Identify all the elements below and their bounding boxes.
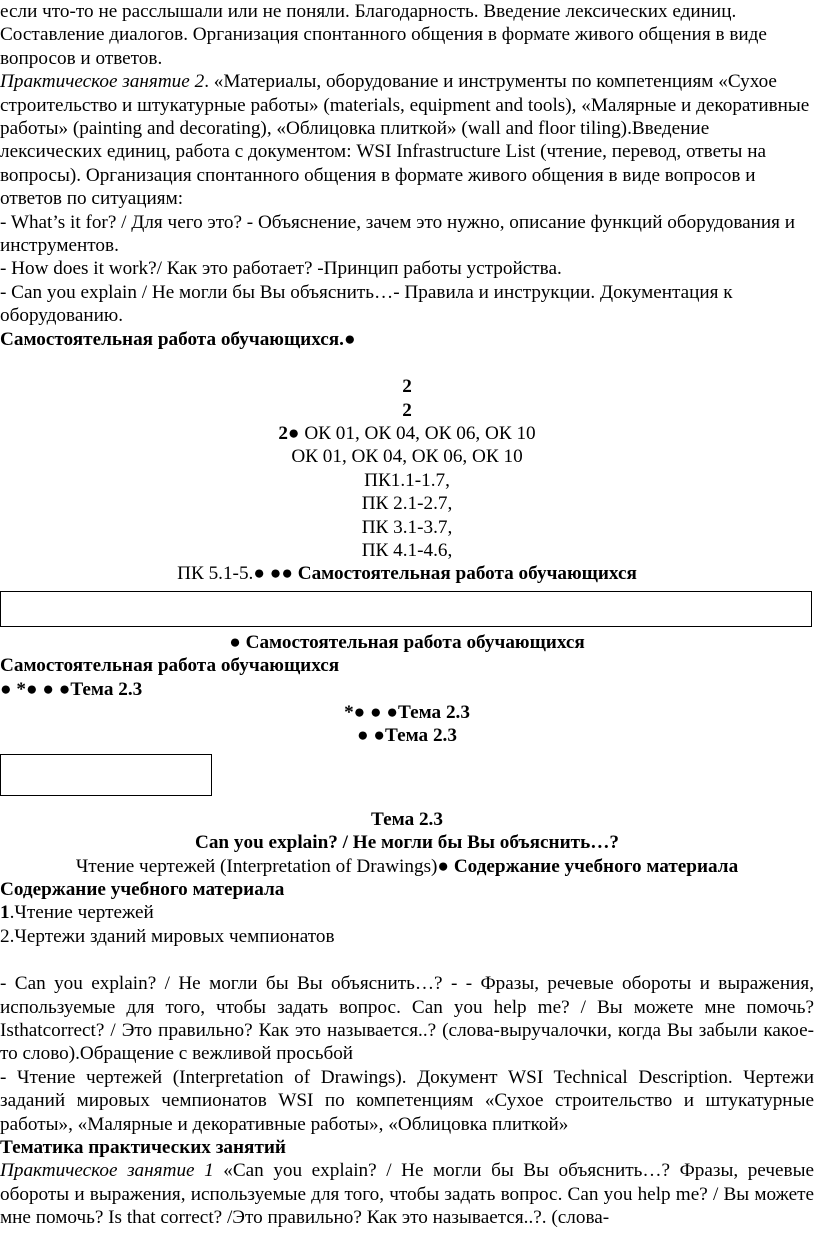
content-item-2: 2.Чертежи зданий мировых чемпионатов bbox=[0, 925, 335, 947]
bullet-icon: ● bbox=[229, 631, 241, 653]
topic-line-c bbox=[0, 724, 816, 747]
topic-label-c: Тема 2.3 bbox=[385, 725, 457, 747]
topic-line-b bbox=[0, 701, 816, 724]
topic-subtitle: Can you explain? / Не могли бы Вы объяснить…? bbox=[194, 832, 619, 854]
professional-competencies-5: ПК 5.1-5. bbox=[177, 563, 254, 585]
double-bullet-icon: ●● bbox=[264, 563, 293, 585]
practical-lesson-2-label: Практическое занятие 2 bbox=[0, 71, 205, 93]
content-paragraph-1: - Can you explain? / Не могли бы Вы объяснить…? - - Фразы, речевые обороты и выражения, используемые для того, чтобы задать вопрос. Can you help me? / Вы можете мне помочь? Isthatcorrect? / Это правильно? Как это называется..? (слова-выручалочки, когда Вы забыли какое-то слово).Обращение с вежливой просьбой bbox=[0, 973, 814, 1065]
independent-work-heading-3 bbox=[0, 631, 816, 654]
professional-competencies-4: ПК 4.1-4.6, bbox=[361, 539, 453, 561]
practical-lesson-1-text: «Can you explain? / Не могли бы Вы объяснить…? Фразы, речевые обороты и выражения, используемые для того, чтобы задать вопрос. Can you help me? / Вы можете мне помочь? Is that correct? /Это правильно? Как это называется..?. (слова- bbox=[0, 1160, 814, 1229]
professional-competencies-2: ПК 2.1-2.7, bbox=[361, 493, 453, 515]
content-item-1-number: 1 bbox=[0, 902, 10, 924]
hours-value-1: 2 bbox=[402, 376, 412, 398]
reading-drawings-text: Чтение чертежей (Interpretation of Drawings) bbox=[75, 855, 438, 877]
practical-lesson-2-text: . «Материалы, оборудование и инструменты по компетенциям «Сухое строительство и штукатурные работы» (materials, equipment and tools), «Малярные и декоративные работы» (painting and decorating), «Облицовка плиткой» (wall and floor tiling).Введение лексических единиц, работа с документом: WSI Infrastructure List (чтение, перевод, ответы на вопросы). Организация спонтанного общения в формате живого общения в виде вопросов и ответов по ситуациям: bbox=[0, 71, 810, 210]
bullets-icon-group-b: *● ● ● bbox=[344, 701, 399, 723]
intro-paragraph: если что-то не расслышали или не поняли. Благодарность. Введение лексических единиц. Составление диалогов. Организация спонтанного общения в формате живого общения в виде вопросов и ответов. bbox=[0, 1, 767, 69]
independent-work-text-3: Самостоятельная работа обучающихся bbox=[240, 631, 585, 653]
topic-label-a: Тема 2.3 bbox=[70, 678, 143, 700]
general-competencies-1: ОК 01, ОК 04, ОК 06, ОК 10 bbox=[299, 422, 536, 444]
question-can-explain: - Can you explain / Не могли бы Вы объяснить…- Правила и инструкции. Документация к оборудованию. bbox=[0, 281, 733, 327]
practical-themes-heading: Тематика практических занятий bbox=[0, 1137, 286, 1159]
content-item-1 bbox=[0, 901, 816, 924]
topic-title: Тема 2.3 bbox=[371, 808, 443, 830]
hours-value-2: 2 bbox=[402, 399, 412, 421]
competencies-line-1 bbox=[0, 422, 816, 445]
professional-competencies-5-line bbox=[0, 562, 816, 585]
topic-label-b: Тема 2.3 bbox=[398, 701, 470, 723]
content-item-1-text: .Чтение чертежей bbox=[9, 902, 154, 924]
spacer bbox=[0, 948, 816, 972]
independent-work-text-1: Самостоятельная работа обучающихся. bbox=[0, 328, 344, 350]
content-heading-a: Содержание учебного материала bbox=[449, 855, 739, 877]
general-competencies-2: ОК 01, ОК 04, ОК 06, ОК 10 bbox=[291, 446, 523, 468]
question-what-for: - What’s it for? / Для чего это? - Объяснение, зачем это нужно, описание функций оборудования и инструментов. bbox=[0, 211, 796, 257]
bullets-icon-group-c: ● ● bbox=[357, 725, 386, 747]
professional-competencies-1: ПК1.1-1.7, bbox=[364, 469, 450, 491]
content-heading-b: Содержание учебного материала bbox=[0, 879, 285, 900]
bullet-icon: ● bbox=[253, 563, 265, 585]
independent-work-text-2: Самостоятельная работа обучающихся bbox=[292, 563, 637, 585]
independent-work-heading-4: Самостоятельная работа обучающихся bbox=[0, 655, 340, 677]
practical-lesson-2-paragraph bbox=[0, 70, 816, 210]
bullet-icon: ● bbox=[437, 855, 450, 877]
content-paragraph-2: - Чтение чертежей (Interpretation of Drawings). Документ WSI Technical Description. Чертежи заданий мировых чемпионатов WSI по компетенциям «Сухое строительство и штукатурные работы», «Малярные и декоративные работы», «Облицовка плиткой» bbox=[0, 1066, 814, 1135]
spacer bbox=[0, 351, 816, 375]
bullet-icon: ● bbox=[343, 328, 356, 350]
practical-lesson-1-paragraph bbox=[0, 1159, 816, 1229]
bullets-icon-group-a: ● *● ● ● bbox=[0, 678, 71, 700]
empty-table-cell-small bbox=[0, 754, 212, 796]
topic-line-a bbox=[0, 678, 816, 701]
practical-lesson-1-label: Практическое занятие 1 bbox=[0, 1160, 214, 1182]
professional-competencies-3: ПК 3.1-3.7, bbox=[361, 516, 453, 538]
independent-work-heading-1 bbox=[0, 328, 816, 351]
reading-drawings-line bbox=[0, 855, 816, 878]
question-how-work: - How does it work?/ Как это работает? -Принцип работы устройства. bbox=[0, 258, 562, 280]
bullet-icon: ● bbox=[287, 422, 300, 444]
hours-value-3: 2 bbox=[278, 422, 288, 444]
empty-table-cell-wide bbox=[0, 591, 812, 627]
